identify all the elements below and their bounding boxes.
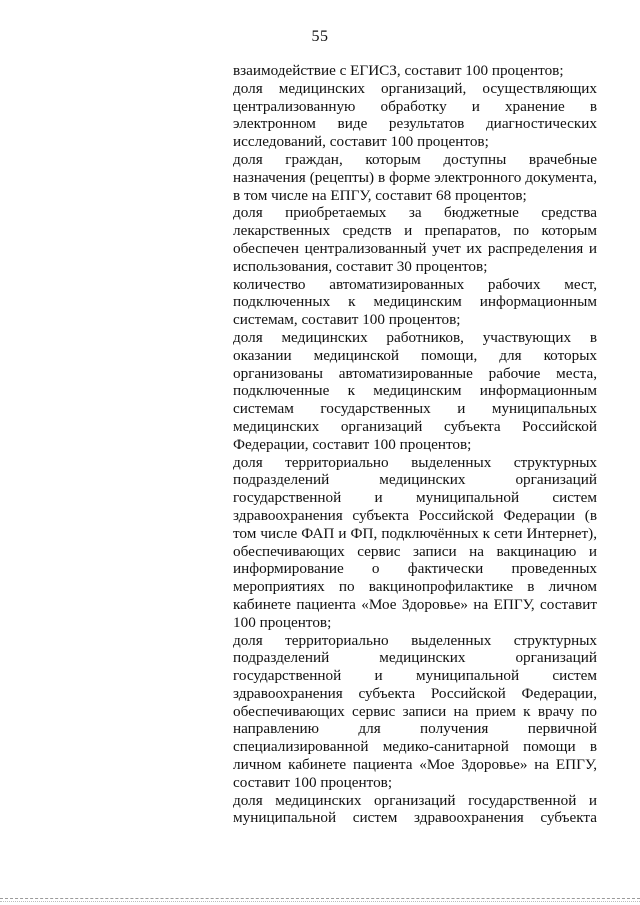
document-body: [233, 62, 597, 827]
scan-edge-line-secondary: [0, 901, 640, 902]
paragraph: доля медицинских работников, участвующих в оказании медицинской помощи, для которых организованы автоматизированные рабочие места, подключенные к медицинским информационным системам государственных и муниципальных медицинских организаций субъекта Российской Федерации, составит 100 процентов;: [233, 328, 597, 453]
paragraph: количество автоматизированных рабочих мест, подключенных к медицинским информационным системам, составит 100 процентов;: [233, 275, 597, 329]
paragraph: доля территориально выделенных структурных подразделений медицинских организаций государственной и муниципальной систем здравоохранения субъекта Российской Федерации, обеспечивающих сервис записи на прием к врачу по направлению для получения первичной специализированной медико-санитарной помощи в личном кабинете пациента «Мое Здоровье» на ЕПГУ, составит 100 процентов;: [233, 631, 597, 791]
paragraph: взаимодействие с ЕГИСЗ, составит 100 процентов;: [233, 62, 564, 79]
paragraph: доля территориально выделенных структурных подразделений медицинских организаций государственной и муниципальной систем здравоохранения субъекта Российской Федерации (в том числе ФАП и ФП, подключённых к сети Интернет), обеспечивающих сервис записи на вакцинацию и информирование о фактически проведенных мероприятиях по вакцинопрофилактике в личном кабинете пациента «Мое Здоровье» на ЕПГУ, составит 100 процентов;: [233, 453, 597, 631]
scan-edge-line: [0, 898, 640, 899]
paragraph: доля граждан, которым доступны врачебные назначения (рецепты) в форме электронного документа, в том числе на ЕПГУ, составит 68 процентов;: [233, 150, 597, 204]
paragraph-continued: доля медицинских организаций государственной и муниципальной систем здравоохранения субъекта: [233, 791, 597, 827]
paragraph: доля медицинских организаций, осуществляющих централизованную обработку и хранение в электронном виде результатов диагностических исследований, составит 100 процентов;: [233, 79, 597, 151]
paragraph: доля приобретаемых за бюджетные средства лекарственных средств и препаратов, по которым обеспечен централизованный учет их распределения и использования, составит 30 процентов;: [233, 204, 597, 275]
page-number: 55: [311, 28, 329, 45]
